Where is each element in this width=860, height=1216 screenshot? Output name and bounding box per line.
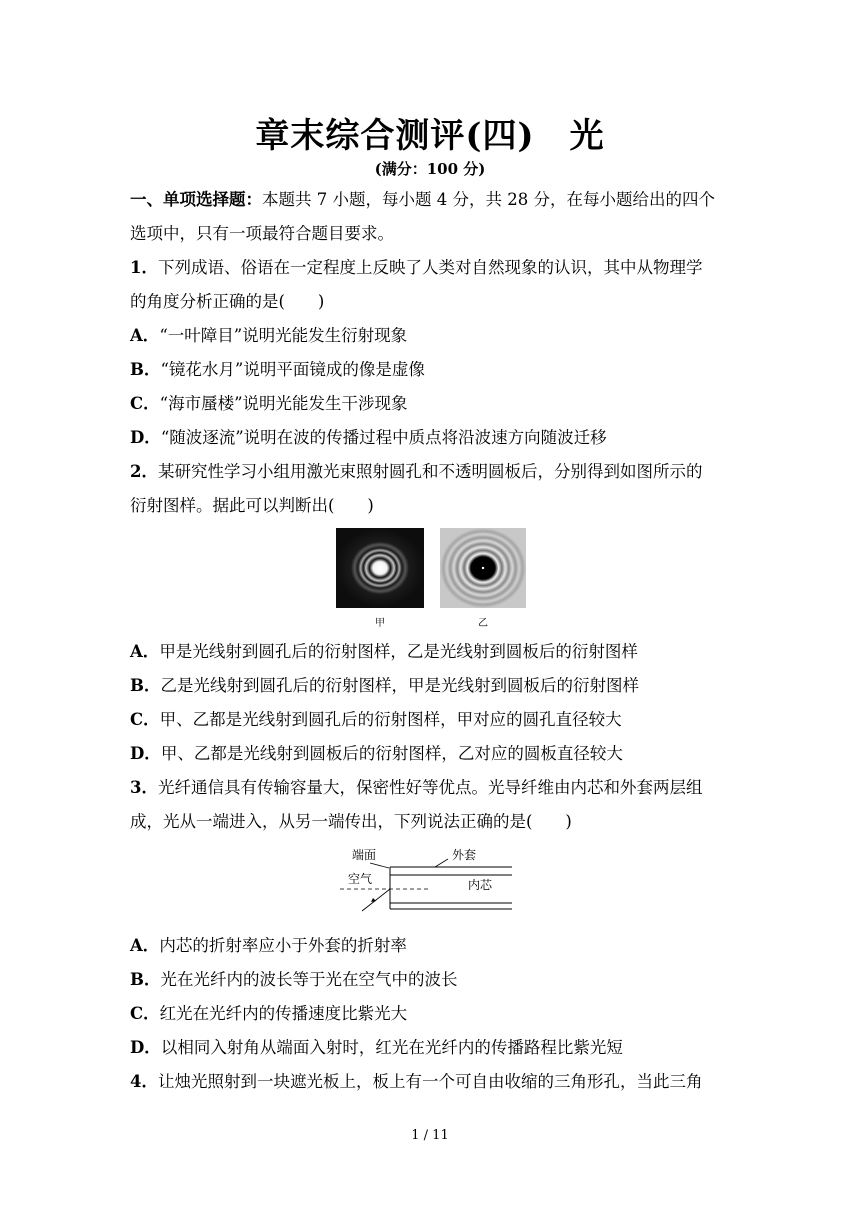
page-title: 章末综合测评(四) 光 <box>255 116 605 156</box>
q3-stem-line2: 成，光从一端进入，从另一端传出，下列说法正确的是( ) <box>130 812 572 831</box>
q3-stem <box>130 776 740 800</box>
option-label: A． <box>130 936 160 955</box>
q2-number: 2． <box>130 462 158 481</box>
option-text: 甲、乙都是光线射到圆孔后的衍射图样，甲对应的圆孔直径较大 <box>159 710 622 729</box>
option-label: A． <box>130 642 160 661</box>
section-heading <box>130 188 740 212</box>
option-label: D． <box>130 1038 161 1057</box>
section-text-line2: 选项中，只有一项最符合题目要求。 <box>130 224 394 243</box>
label-air: 空气 <box>348 872 373 886</box>
option-text: “一叶障目”说明光能发生衍射现象 <box>159 326 408 345</box>
option-label: B． <box>130 676 161 695</box>
q4-number: 4． <box>130 1072 158 1091</box>
option-text: “镜花水月”说明平面镜成的像是虚像 <box>160 360 425 379</box>
q2-stem-text: 某研究性学习小组用激光束照射圆孔和不透明圆板后，分别得到如图所示的 <box>157 462 703 481</box>
section-head-label: 一、单项选择题： <box>130 190 262 209</box>
q1-option-b <box>130 358 740 382</box>
q2-option-b <box>130 674 740 698</box>
option-text: 红光在光纤内的传播速度比紫光大 <box>159 1004 408 1023</box>
q3-stem-text: 光纤通信具有传输容量大，保密性好等优点。光导纤维由内芯和外套两层组 <box>157 778 703 797</box>
q3-option-d <box>130 1036 740 1060</box>
option-text: 乙是光线射到圆孔后的衍射图样，甲是光线射到圆板后的衍射图样 <box>160 676 639 695</box>
q1-stem <box>130 256 740 280</box>
option-label: B． <box>130 360 161 379</box>
q4-stem-text: 让烛光照射到一块遮光板上，板上有一个可自由收缩的三角形孔，当此三角 <box>157 1072 703 1091</box>
q1-option-d <box>130 426 740 450</box>
q2-stem <box>130 460 740 484</box>
page-number: 1 / 11 <box>411 1128 449 1143</box>
option-label: C． <box>130 1004 160 1023</box>
q1-option-a <box>130 324 740 348</box>
label-jia: 甲 <box>375 618 385 629</box>
label-core: 内芯 <box>468 878 493 892</box>
q3-option-b <box>130 968 740 992</box>
option-label: B． <box>130 970 161 989</box>
q2-stem-line2: 衍射图样。据此可以判断出( ) <box>130 496 374 515</box>
option-label: A． <box>130 326 160 345</box>
q2-option-c <box>130 708 740 732</box>
q1-stem-text: 下列成语、俗语在一定程度上反映了人类对自然现象的认识，其中从物理学 <box>157 258 703 277</box>
optical-fiber-figure <box>340 845 515 915</box>
q4-stem <box>130 1070 740 1094</box>
q1-option-c <box>130 392 740 416</box>
diffraction-patterns-figure <box>336 528 526 636</box>
label-end-face: 端面 <box>352 848 377 862</box>
q3-number: 3． <box>130 778 158 797</box>
q1-number: 1． <box>130 258 158 277</box>
option-label: D． <box>130 744 161 763</box>
q2-option-d <box>130 742 740 766</box>
q3-option-a <box>130 934 740 958</box>
label-outer: 外套 <box>452 848 477 862</box>
option-text: 以相同入射角从端面入射时，红光在光纤内的传播路程比紫光短 <box>160 1038 623 1057</box>
q1-stem-line2: 的角度分析正确的是( ) <box>130 292 325 311</box>
option-text: 甲是光线射到圆孔后的衍射图样，乙是光线射到圆板后的衍射图样 <box>159 642 638 661</box>
option-text: 甲、乙都是光线射到圆板后的衍射图样，乙对应的圆板直径较大 <box>160 744 623 763</box>
label-yi: 乙 <box>478 618 488 629</box>
q2-option-a <box>130 640 740 664</box>
section-text: 本题共 7 小题，每小题 4 分，共 28 分，在每小题给出的四个 <box>262 190 715 209</box>
score-note: (满分：100 分) <box>374 160 486 178</box>
option-text: “海市蜃楼”说明光能发生干涉现象 <box>159 394 408 413</box>
option-label: C． <box>130 710 160 729</box>
option-text: “随波逐流”说明在波的传播过程中质点将沿波速方向随波迁移 <box>160 428 607 447</box>
option-label: D． <box>130 428 161 447</box>
option-label: C． <box>130 394 160 413</box>
option-text: 内芯的折射率应小于外套的折射率 <box>159 936 407 955</box>
pattern-jia <box>336 528 424 608</box>
q3-option-c <box>130 1002 740 1026</box>
option-text: 光在光纤内的波长等于光在空气中的波长 <box>160 970 458 989</box>
